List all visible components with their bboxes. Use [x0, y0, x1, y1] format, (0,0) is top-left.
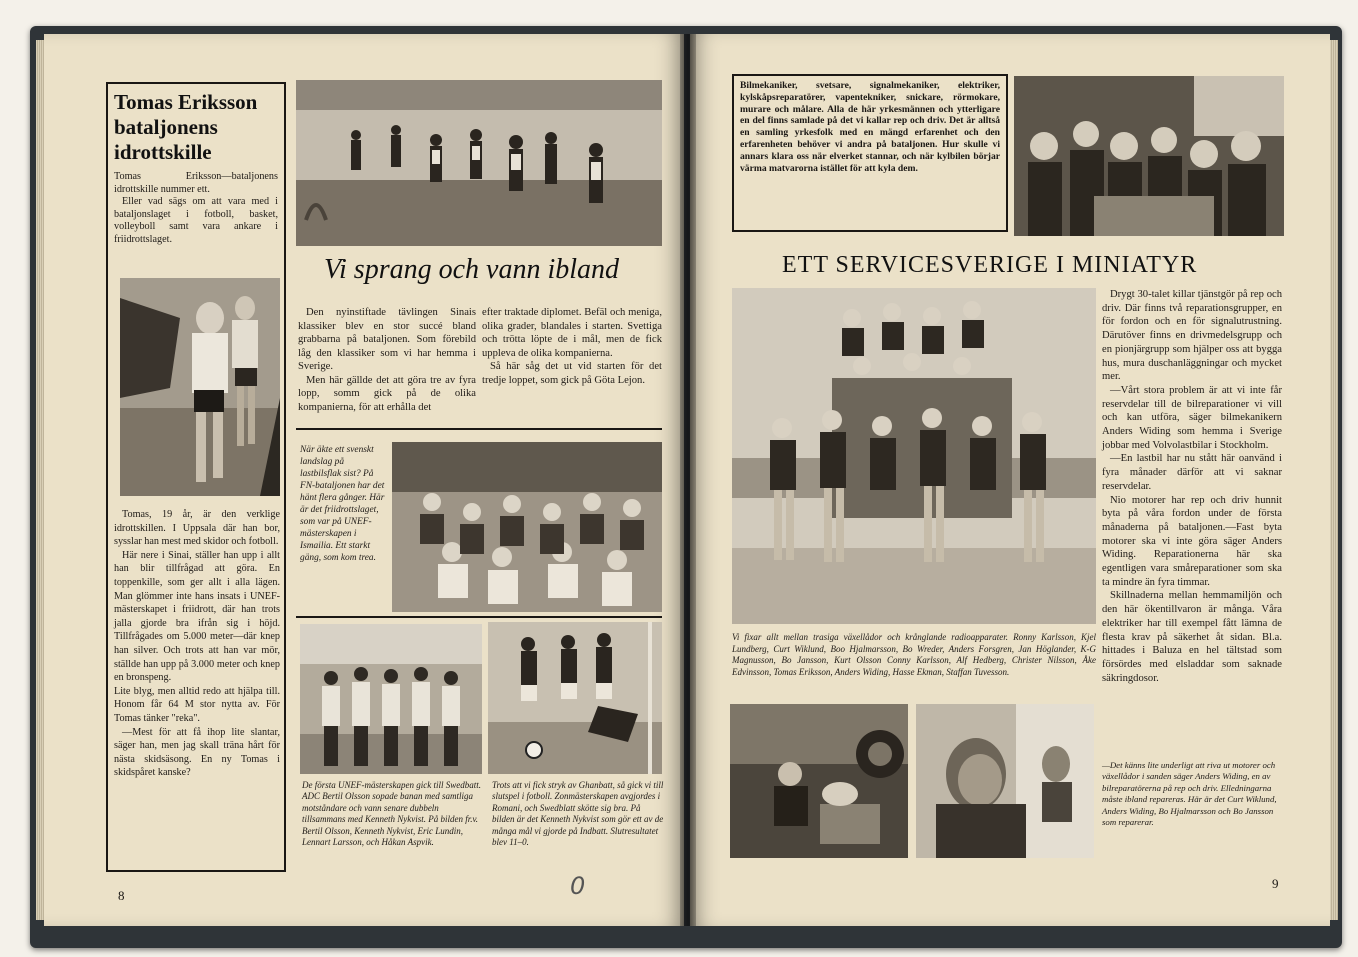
- right-column-caption: —Det känns lite underligt att riva ut motorer och växellådor i sanden säger Anders Widing, en av bilreparatörerna på rep och driv. Elledningarna måste ibland repareras. Här är det Curt Wiklund, Anders Widing, Bo Hjalmarsson och Bo Jansson som reparerar.: [1102, 760, 1277, 828]
- race-start-illustration: [296, 80, 662, 246]
- workshop-crew-illustration: [1014, 76, 1284, 236]
- sidebar-body-p3: Lite blyg, men alltid redo att hjälpa till. Honom får 64 M stor nytta av. För Tomas tänker "reka".: [114, 685, 280, 724]
- pencil-mark: 0: [570, 872, 586, 900]
- right-headline: ETT SERVICESVERIGE I MINIATYR: [782, 252, 1198, 278]
- winners-illustration: [300, 624, 482, 774]
- article-col1-p2: Men här gällde det att göra tre av fyra lopp, somm gick på de olika kompanierna, för att erhålla det: [298, 374, 476, 413]
- right-col-p1: Drygt 30-talet killar tjänstgör på rep och driv. Där finns två reparationsgrupper, en för fordon och en för signalutrustning. Därutöver finns en drivmedelsgrupp och en pionjärgrupp som hjälper oss att bygga hus, mura duschanläggningar och mycket mer.: [1102, 289, 1282, 383]
- mechanic-portrait-photo: [916, 704, 1094, 858]
- workshop-crew-photo: [1014, 76, 1284, 236]
- right-column-text: [1102, 288, 1282, 685]
- right-col-p5: Skillnaderna mellan hemmamiljön och den här ökentillvaron är många. Våra elektriker har till exempel fått lämna de flesta krav på säkerhet åt sidan. Bl.a. hittades i Baluza en hel tältstad som försördes med elsladdar som saknade säkringdosor.: [1102, 590, 1282, 684]
- sidebar-body-p2: Här nere i Sinai, ställer han upp i allt han blir tillfrågad att göra. En toppenkille, som ger allt i alla lägen. Man glömmer inte hans insats i UNEF-mästerskapet i friidrott, där han trots jalla gjorde bra ifrån sig i höjd. Tillfrågades om 5.000 meter—där knep han silver. Och trots att han var mör, ställde han upp på 3.000 meter och knep en bronspeng.: [114, 549, 280, 684]
- article-column-2: [482, 306, 662, 387]
- runner-photo: [120, 278, 280, 496]
- sidebar-intro-p1: Tomas Eriksson—bataljonens idrottskille nummer ett.: [114, 171, 278, 195]
- right-col-p3: —En lastbil har nu stått här oanvänd i fyra månader därför att vi saknar reservdelar.: [1102, 453, 1282, 492]
- article-column-1: [298, 306, 476, 414]
- group-vehicle-illustration: [732, 288, 1096, 624]
- football-illustration: [488, 622, 662, 774]
- article-col2-p1: efter traktade diplomet. Befäl och meniga, olika grader, blandales i starten. Svettiga och trötta löpte de i mål, men de fick uppleva de olika kompanierna.: [482, 307, 662, 359]
- sidebar-headline: Tomas Eriksson bataljonens idrottskille: [114, 90, 258, 164]
- engine-repair-illustration: [730, 704, 908, 858]
- article-col1-p1: Den nyinstiftade tävlingen Sinais klassiker blev en stor succé bland grabbarna på bataljonen. Som förebild låg den klassiker som vi har hemma i Sverige.: [298, 307, 476, 372]
- team-truck-illustration: [392, 442, 662, 612]
- mechanic-portrait-illustration: [916, 704, 1094, 858]
- sidebar-intro-p2: Eller vad sägs om att vara med i bataljonslaget i fotboll, basket, volleyboll samt vara ankare i friidrottslaget.: [114, 196, 278, 245]
- trades-info-box: Bilmekaniker, svetsare, signalmekaniker, elektriker, kylskåpsreparatörer, vapentekniker, snickare, rörmokare, murare och målare. Alla de här yrkesmännen och ytterligare en del finns samlade på det vi kallar rep och driv. Det är alltså en samling yrkesfolk med en mängd erfarenhet och den erfarenheten behöver vi andra på bataljonen. Hur skulle vi annars klara oss när elverket stannar, och när kylbilen börjar värma matvarorna istället för att kyla dem.: [732, 74, 1008, 232]
- race-start-photo: [296, 80, 662, 246]
- winners-photo: [300, 624, 482, 774]
- divider-rule-2: [296, 616, 662, 618]
- group-caption: Vi fixar allt mellan trasiga växellådor och krånglande radioapparater. Ronny Karlsson, Kjel Lundberg, Curt Wiklund, Boo Hjalmarsson, Bo Wreder, Anders Forsgren, Jan Höglander, K-G Magnusson, Bo Jansson, Kurt Olsson Conny Karlsson, Alf Hedberg, Christer Nilsson, Åke Edvinsson, Tomas Eriksson, Anders Widing, Hasse Ekman, Staffan Tuvesson.: [732, 632, 1096, 677]
- page-number-left: 8: [118, 888, 125, 903]
- article-col2-p2: Så här såg det ut vid starten för det tredje loppet, som gick på Göta Lejon.: [482, 361, 662, 386]
- right-col-p2: —Vårt stora problem är att vi inte får reservdelar till de bilreparationer vi vill och kan utföra, säger bilmekanikern Anders Widing som hemma i Sverige jobbar med Volvolastbilar i Stockholm.: [1102, 384, 1282, 451]
- divider-rule-1: [296, 428, 662, 430]
- group-vehicle-photo: [732, 288, 1096, 624]
- page-number-right: 9: [1272, 876, 1279, 891]
- sidebar-body-p4: —Mest för att få ihop lite slantar, säger han, men jag skall träna hårt för nästa skidsäsong. En ny Tomas i skidspåret kanske?: [114, 726, 280, 779]
- engine-repair-photo: [730, 704, 908, 858]
- sidebar-body: [114, 508, 280, 780]
- book-gutter: [680, 34, 696, 926]
- winners-caption: De första UNEF-mästerskapen gick till Swedbatt. ADC Bertil Olsson sopade banan med samtliga motståndare och vann senare dubbeln tillsammans med Kenneth Nykvist. På bilden fr.v. Bertil Olsson, Kenneth Nykvist, Eric Lundin, Lennart Larsson, och Håkan Aspvik.: [302, 780, 481, 848]
- article-headline: Vi sprang och vann ibland: [324, 254, 620, 285]
- sidebar-intro: [114, 171, 278, 247]
- football-caption: Trots att vi fick stryk av Ghanbatt, så gick vi till slutspel i fotboll. Zonmästerskapen avgjordes i Romani, och Swedblatt skötte sig bra. På bilden är det Kenneth Nykvist som gör ett av de många mål vi gjorde på Indbatt. Slutresultatet blev 11–0.: [492, 780, 664, 848]
- team-truck-photo: [392, 442, 662, 612]
- team-photo-caption: När äkte ett svenskt landslag på lastbilsflak sist? På FN-bataljonen har det hänt flera gånger. Här är det friidrottslaget, som var på UNEF-mästerskapen i Ismailia. Ett starkt gäng, som kom trea.: [300, 445, 385, 563]
- sidebar-body-p1: Tomas, 19 år, är den verklige idrottskillen. I Uppsala där han bor, sysslar han mest med skidor och fotboll.: [114, 509, 280, 548]
- sidebar-profile-box: [106, 82, 286, 872]
- football-photo: [488, 622, 662, 774]
- runner-photo-illustration: [120, 278, 280, 496]
- right-col-p4: Nio motorer har rep och driv hunnit byta på våra fordon under de första månaderna på bataljonen.—Fast byta motorer ska vi inte göra säger Anders Widing. Reparationerna här ska egentligen vara småreparationer som ska ta mindre än fyra timmar.: [1102, 494, 1282, 588]
